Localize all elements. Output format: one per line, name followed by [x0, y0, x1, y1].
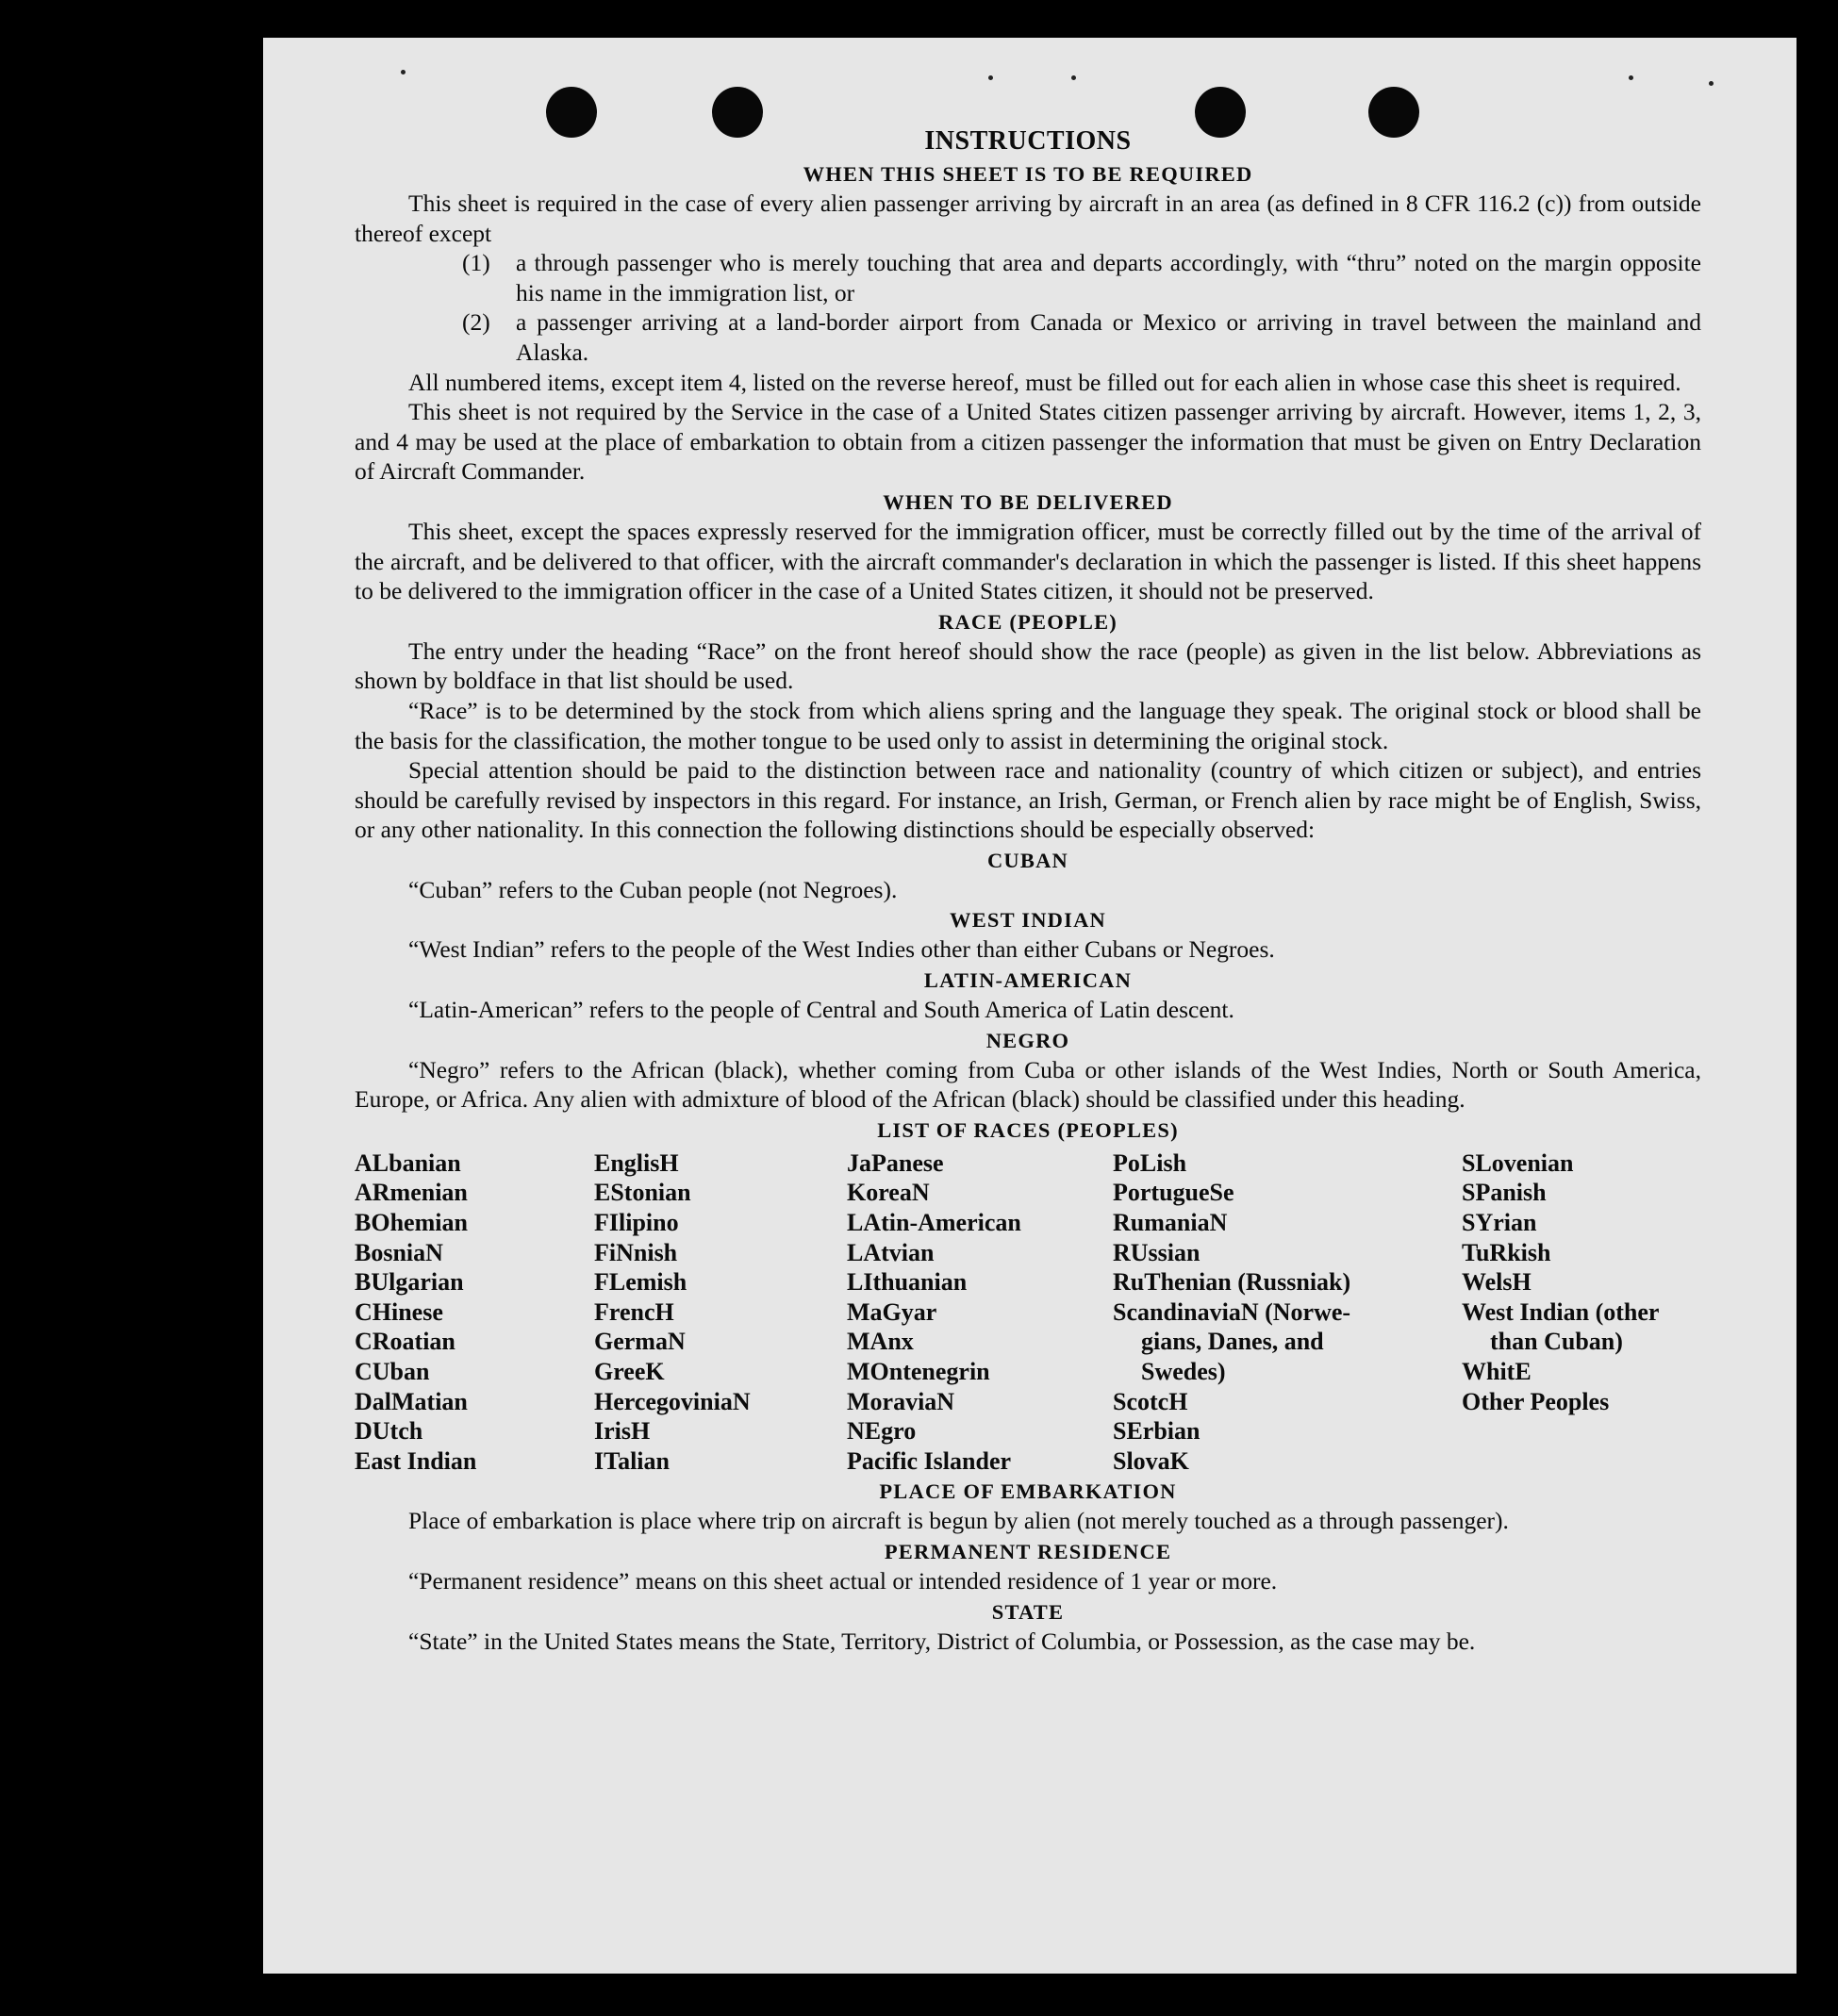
speck	[1071, 75, 1076, 80]
paragraph: Place of embarkation is place where trip on aircraft is begun by alien (not merely touched as a through passenger).	[408, 1507, 1509, 1535]
race-entry: EnglisH	[594, 1148, 679, 1177]
race-entry: NEgro	[847, 1417, 917, 1446]
race-entry: FrencH	[594, 1297, 674, 1326]
race-entry: WhitE	[1462, 1358, 1532, 1385]
item-number: (1)	[462, 249, 490, 277]
section-heading: WHEN THIS SHEET IS TO BE REQUIRED	[803, 162, 1253, 186]
section-heading: WEST INDIAN	[950, 908, 1106, 933]
race-entry: DalMatian	[355, 1387, 468, 1415]
list-item	[355, 248, 1701, 307]
race-column	[355, 1148, 594, 1477]
race-entry: JaPanese	[847, 1148, 944, 1177]
paragraph: All numbered items, except item 4, listed on the reverse hereof, must be filled out for each alien in whose case this sheet is required.	[408, 368, 1681, 396]
race-entry: BOhemian	[355, 1209, 468, 1237]
instructions-content	[355, 124, 1701, 1656]
section-heading: NEGRO	[985, 1028, 1070, 1052]
race-entry: BosniaN	[355, 1238, 443, 1266]
race-entry: Swedes)	[1141, 1358, 1226, 1385]
race-entry: SlovaK	[1113, 1446, 1189, 1475]
race-entry: FIlipino	[594, 1209, 679, 1237]
race-entry: MoraviaN	[847, 1387, 955, 1415]
paragraph: “Cuban” refers to the Cuban people (not Negroes).	[408, 875, 898, 903]
section-heading: WHEN TO BE DELIVERED	[883, 489, 1173, 514]
race-entry: ALbanian	[355, 1148, 461, 1177]
section-heading: LIST OF RACES (PEOPLES)	[877, 1117, 1179, 1142]
race-entry: Pacific Islander	[847, 1446, 1012, 1475]
race-entry: Other Peoples	[1462, 1387, 1610, 1415]
document-page	[263, 38, 1797, 1974]
speck	[1629, 75, 1633, 80]
race-entry: PortugueSe	[1113, 1179, 1234, 1207]
race-entry: FLemish	[594, 1268, 687, 1297]
list-item	[355, 307, 1701, 367]
race-entry: FiNnish	[594, 1238, 678, 1266]
race-entry: GreeK	[594, 1358, 665, 1385]
race-entry: CHinese	[355, 1297, 443, 1326]
race-entry: than Cuban)	[1490, 1328, 1623, 1356]
race-entry: gians, Danes, and	[1141, 1328, 1324, 1356]
section-heading: CUBAN	[986, 848, 1068, 872]
race-column	[847, 1148, 1113, 1477]
race-entry: ARmenian	[355, 1179, 468, 1207]
race-entry: HercegoviniaN	[594, 1387, 751, 1415]
section-heading: PERMANENT RESIDENCE	[884, 1539, 1172, 1563]
race-entry: KoreaN	[847, 1179, 930, 1207]
race-entry: BUlgarian	[355, 1268, 464, 1297]
section-heading: RACE (PEOPLE)	[938, 609, 1118, 634]
race-entry: CUban	[355, 1358, 430, 1385]
page-title: INSTRUCTIONS	[924, 126, 1132, 156]
race-entry: SLovenian	[1462, 1148, 1574, 1177]
race-entry: SYrian	[1462, 1209, 1537, 1237]
race-entry: MOntenegrin	[847, 1358, 990, 1385]
speck	[1709, 81, 1714, 86]
paragraph: This sheet is not required by the Service in the case of a United States citizen passenger arriving by aircraft. However, items 1, 2, 3, and 4 may be used at the place of embarkation to obtain from a citizen passenger the information that must be given on Entry Declaration of Aircraft Commander.	[355, 398, 1701, 486]
paragraph: “Race” is to be determined by the stock from which aliens spring and the language they speak. The original stock or blood shall be the basis for the classification, the mother tongue to be used only to assist in determining the original stock.	[355, 696, 1701, 754]
speck	[988, 75, 993, 80]
race-entry: West Indian (other	[1462, 1297, 1660, 1326]
race-entry: WelsH	[1462, 1268, 1532, 1297]
race-entry: SErbian	[1113, 1417, 1200, 1446]
race-entry: RuThenian (Russniak)	[1113, 1268, 1351, 1297]
paragraph: Special attention should be paid to the distinction between race and nationality (country of which citizen or subject), and entries should be carefully revised by inspectors in this regard. For instance, an Irish, German, or French alien by race might be of English, Swiss, or any other nationality. In this connection the following distinctions should be especially observed:	[355, 756, 1701, 844]
race-entry: MAnx	[847, 1328, 914, 1356]
race-entry: East Indian	[355, 1446, 477, 1475]
race-entry: DUtch	[355, 1417, 423, 1446]
paragraph: “West Indian” refers to the people of the West Indies other than either Cubans or Negroes.	[408, 935, 1275, 964]
race-column	[594, 1148, 847, 1477]
item-text: a passenger arriving at a land-border airport from Canada or Mexico or arriving in travel between the mainland and Alaska.	[516, 308, 1701, 366]
race-entry: ScotcH	[1113, 1387, 1188, 1415]
paragraph: This sheet, except the spaces expressly reserved for the immigration officer, must be correctly filled out by the time of the arrival of the aircraft, and be delivered to that officer, with the aircraft commander's declaration in which the passenger is listed. If this sheet happens to be delivered to the immigration officer in the case of a United States citizen, it should not be preserved.	[355, 517, 1701, 605]
race-entry: LAtvian	[847, 1238, 935, 1266]
paragraph: “Negro” refers to the African (black), whether coming from Cuba or other islands of the West Indies, North or South America, Europe, or Africa. Any alien with admixture of blood of the African (black) should be classified under this heading.	[355, 1055, 1701, 1114]
paragraph: “State” in the United States means the State, Territory, District of Columbia, or Possession, as the case may be.	[408, 1627, 1476, 1655]
race-entry: TuRkish	[1462, 1238, 1551, 1266]
race-entry: LIthuanian	[847, 1268, 968, 1297]
paragraph: The entry under the heading “Race” on the front hereof should show the race (people) as given in the list below. Abbreviations as shown by boldface in that list should be used.	[355, 636, 1701, 695]
race-entry: IrisH	[594, 1417, 651, 1446]
section-heading: PLACE OF EMBARKATION	[879, 1479, 1177, 1504]
race-entry: PoLish	[1113, 1148, 1187, 1177]
race-entry: GermaN	[594, 1328, 686, 1356]
speck	[401, 70, 406, 74]
race-entry: MaGyar	[847, 1297, 937, 1326]
section-heading: LATIN-AMERICAN	[923, 968, 1133, 993]
race-entry: RUssian	[1113, 1238, 1200, 1266]
race-entry: EStonian	[594, 1179, 691, 1207]
race-entry: RumaniaN	[1113, 1209, 1228, 1237]
item-number: (2)	[462, 308, 490, 337]
race-entry: ITalian	[594, 1446, 670, 1475]
race-entry: ScandinaviaN (Norwe-	[1113, 1297, 1351, 1326]
section-heading: STATE	[991, 1599, 1065, 1624]
paragraph: “Latin-American” refers to the people of Central and South America of Latin descent.	[408, 996, 1234, 1024]
race-entry: CRoatian	[355, 1328, 455, 1356]
paragraph: “Permanent residence” means on this sheet actual or intended residence of 1 year or more.	[408, 1566, 1278, 1595]
item-text: a through passenger who is merely touching that area and departs accordingly, with “thru” noted on the margin opposite his name in the immigration list, or	[516, 249, 1701, 306]
race-column	[1462, 1148, 1701, 1477]
paragraph: This sheet is required in the case of every alien passenger arriving by aircraft in an area (as defined in 8 CFR 116.2 (c)) from outside thereof except	[355, 190, 1701, 247]
race-entry: SPanish	[1462, 1179, 1547, 1207]
race-entry: LAtin-American	[847, 1209, 1021, 1237]
race-column	[1113, 1148, 1462, 1477]
races-list	[355, 1148, 1701, 1477]
